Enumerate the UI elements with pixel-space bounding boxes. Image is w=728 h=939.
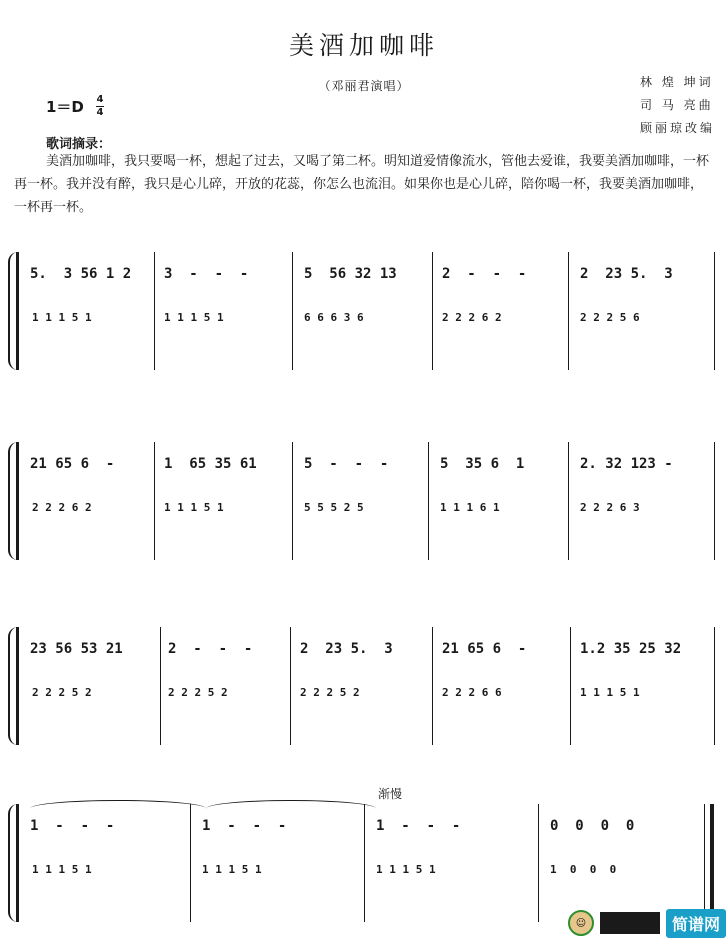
barline — [428, 442, 429, 560]
melody-measure: 1 - - - — [376, 818, 461, 834]
lyrics-excerpt: 美酒加咖啡，我只要喝一杯，想起了过去，又喝了第二杯。明知道爱情像流水，管他去爱谁，我要美酒加咖啡，一杯再一杯。我并没有醉，我只是心儿碎，开放的花蕊，你怎么也流泪。如果你也是心儿碎，陪你喝一杯，我要美酒加咖啡，一杯再一杯。 — [14, 154, 710, 215]
tempo-marking: 渐慢 — [378, 787, 403, 801]
melody-measure: 1.2 35 25 32 — [580, 641, 682, 657]
barline — [290, 627, 291, 745]
barline — [364, 804, 365, 922]
barline — [292, 252, 293, 370]
lyrics-heading: 歌词摘录： — [46, 137, 112, 152]
site-watermark — [568, 909, 726, 937]
chord-measure: 2 2 2 5 2 — [168, 686, 228, 699]
barline — [714, 442, 715, 560]
chord-measure: 2 2 2 6 6 — [442, 686, 502, 699]
key-signature: 1＝D — [46, 98, 84, 116]
chord-measure: 2 2 2 6 3 — [580, 501, 640, 514]
barline — [704, 804, 705, 922]
mascot-icon: ☺ — [568, 910, 594, 936]
watermark-banner — [600, 912, 660, 934]
barline — [714, 252, 715, 370]
barline — [568, 252, 569, 370]
chord-measure: 6 6 6 3 6 — [304, 311, 364, 324]
melody-measure: 1 65 35 61 — [164, 456, 257, 472]
barline — [432, 252, 433, 370]
watermark-logo: 简谱网 — [666, 909, 726, 938]
melody-measure: 5 35 6 1 — [440, 456, 525, 472]
melody-measure: 21 65 6 - — [442, 641, 527, 657]
melody-measure: 2. 32 123 - — [580, 456, 673, 472]
system-bracket — [16, 627, 19, 745]
melody-measure: 5 - - - — [304, 456, 389, 472]
time-signature — [96, 95, 104, 118]
barline — [154, 252, 155, 370]
melody-measure: 21 65 6 - — [30, 456, 115, 472]
chord-measure: 1 1 1 5 1 — [376, 863, 436, 876]
chord-measure: 1 1 1 5 1 — [580, 686, 640, 699]
melody-measure: 0 0 0 0 — [550, 818, 635, 834]
arranger-credit: 顾丽琼改编 — [640, 121, 716, 135]
melody-measure: 1 - - - — [202, 818, 287, 834]
chord-measure: 2 2 2 6 2 — [442, 311, 502, 324]
chord-measure: 1 1 1 5 1 — [202, 863, 262, 876]
chord-measure: 1 1 1 5 1 — [164, 311, 224, 324]
chord-measure: 1 1 1 5 1 — [32, 863, 92, 876]
score-title: 美酒加咖啡 — [288, 31, 439, 60]
barline — [154, 442, 155, 560]
time-signature-top: 4 — [96, 94, 104, 105]
barline — [432, 627, 433, 745]
score-system-2 — [0, 440, 728, 560]
chord-measure: 2 2 2 5 2 — [32, 686, 92, 699]
chord-measure: 1 1 1 5 1 — [32, 311, 92, 324]
chord-measure: 2 2 2 5 6 — [580, 311, 640, 324]
barline — [570, 627, 571, 745]
system-bracket — [16, 804, 19, 922]
melody-measure: 5. 3 56 1 2 — [30, 266, 132, 282]
chord-measure: 1 1 1 5 1 — [164, 501, 224, 514]
lyricist-credit: 林 煌 坤词 — [640, 75, 714, 89]
final-barline — [710, 804, 714, 922]
composer-credit: 司 马 亮曲 — [640, 98, 714, 112]
melody-measure: 23 56 53 21 — [30, 641, 123, 657]
barline — [190, 804, 191, 922]
score-system-3 — [0, 625, 728, 745]
chord-measure: 1 1 1 6 1 — [440, 501, 500, 514]
score-system-1 — [0, 250, 728, 370]
melody-measure: 2 23 5. 3 — [300, 641, 393, 657]
chord-measure: 1 0 0 0 — [550, 863, 617, 876]
barline — [538, 804, 539, 922]
barline — [568, 442, 569, 560]
system-bracket — [16, 442, 19, 560]
system-bracket — [16, 252, 19, 370]
barline — [292, 442, 293, 560]
barline — [714, 627, 715, 745]
melody-measure: 2 - - - — [442, 266, 527, 282]
chord-measure: 2 2 2 6 2 — [32, 501, 92, 514]
score-system-4 — [0, 802, 728, 922]
chord-measure: 5 5 5 2 5 — [304, 501, 364, 514]
melody-measure: 3 - - - — [164, 266, 249, 282]
melody-measure: 2 - - - — [168, 641, 253, 657]
melody-measure: 2 23 5. 3 — [580, 266, 673, 282]
chord-measure: 2 2 2 5 2 — [300, 686, 360, 699]
melody-measure: 5 56 32 13 — [304, 266, 397, 282]
melody-measure: 1 - - - — [30, 818, 115, 834]
performer-note: （邓丽君演唱） — [318, 79, 410, 93]
time-signature-bottom: 4 — [96, 107, 104, 118]
barline — [160, 627, 161, 745]
